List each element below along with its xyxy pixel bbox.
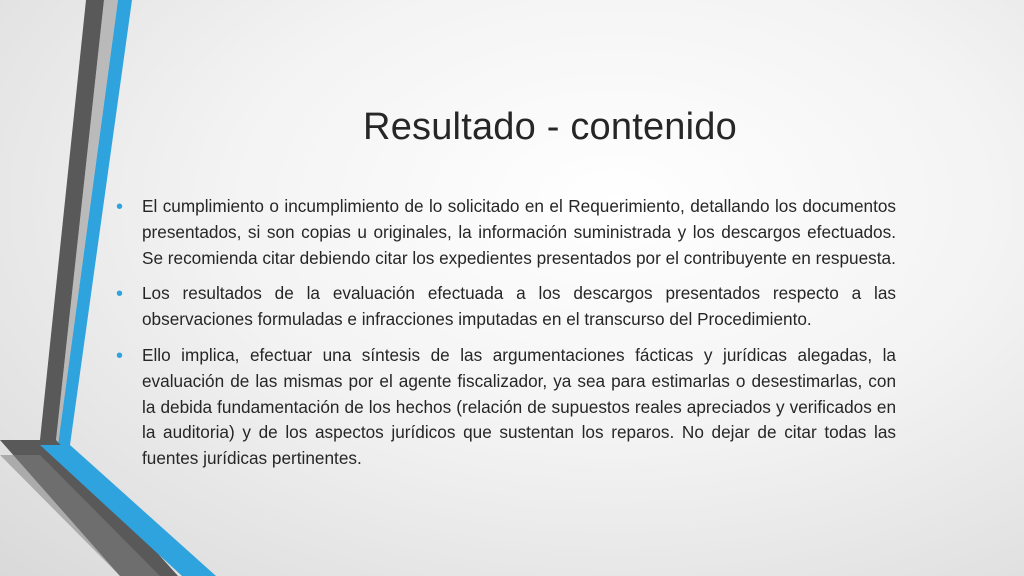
bullet-list (116, 194, 896, 482)
bullet-icon: • (116, 344, 124, 367)
bullet-text: Los resultados de la evaluación efectuada a los descargos presentados respecto a las observaciones formuladas e infracciones imputadas en el transcurso del Procedimiento. (142, 283, 896, 330)
bullet-item (116, 281, 896, 333)
bullet-icon: • (116, 283, 124, 306)
slide-title: Resultado - contenido (363, 106, 737, 148)
bullet-text: Ello implica, efectuar una síntesis de las argumentaciones fácticas y jurídicas alegadas, la evaluación de las mismas por el agente fiscalizador, ya sea para estimarlas o desestimarlas, con la debida fundamentación de los hechos (relación de supuestos reales apreciados y verificados en la auditoria) y de los aspectos jurídicos que sustentan los reparos. No dejar de citar todas las fuentes jurídicas pertinentes. (142, 344, 896, 469)
bullet-item (116, 194, 896, 271)
bullet-text: El cumplimiento o incumplimiento de lo solicitado en el Requerimiento, detallando los documentos presentados, si son copias u originales, la información suministrada y los descargos efectuados. Se recomienda citar debiendo citar los expedientes presentados por el contribuyente en respuesta. (142, 196, 896, 268)
bullet-item (116, 343, 896, 472)
bullet-icon: • (116, 196, 124, 218)
